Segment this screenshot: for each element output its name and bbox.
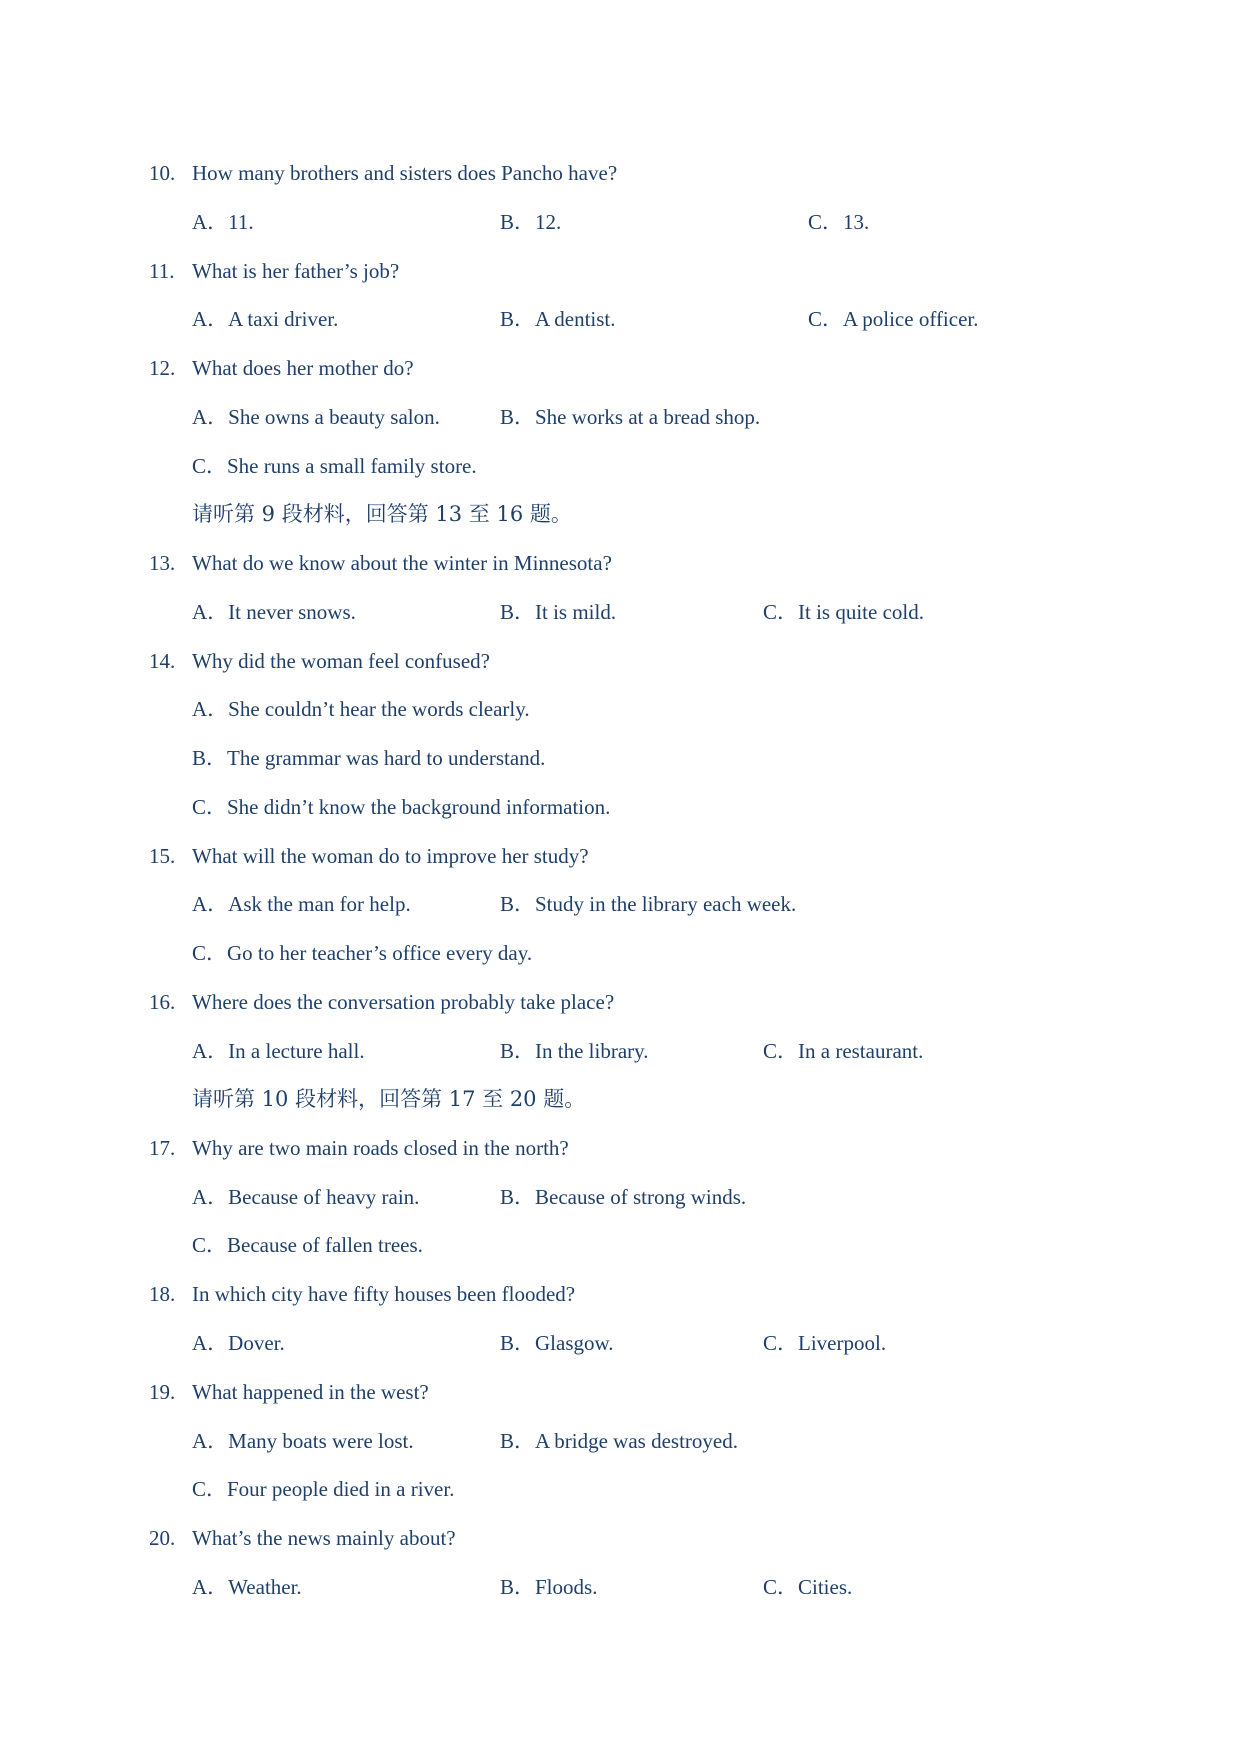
option-c: C．A police officer. xyxy=(808,307,979,331)
option-a: A．She couldn’t hear the words clearly. xyxy=(192,697,530,721)
option-a: A．Ask the man for help. xyxy=(192,892,411,916)
question-number: 10. xyxy=(149,161,176,185)
question-number: 11. xyxy=(149,259,175,283)
question-text: What’s the news mainly about? xyxy=(192,1526,456,1550)
option-b: B．Floods. xyxy=(500,1575,598,1599)
question-text: Why are two main roads closed in the north? xyxy=(192,1136,569,1160)
question-number: 16. xyxy=(149,990,176,1014)
option-c: C．She didn’t know the background information. xyxy=(192,795,611,819)
option-a: A．Dover. xyxy=(192,1331,285,1355)
option-c: C．13. xyxy=(808,210,870,234)
option-a: A．It never snows. xyxy=(192,600,356,624)
question-text: What will the woman do to improve her study? xyxy=(192,844,589,868)
question-text: What is her father’s job? xyxy=(192,259,400,283)
option-b: B．It is mild. xyxy=(500,600,617,624)
option-b: B．A bridge was destroyed. xyxy=(500,1429,738,1453)
question-number: 20. xyxy=(149,1526,176,1550)
option-c: C．In a restaurant. xyxy=(763,1039,924,1063)
option-c: C．It is quite cold. xyxy=(763,600,924,624)
option-a: A．11. xyxy=(192,210,254,234)
question-number: 17. xyxy=(149,1136,176,1160)
option-c: C．Cities. xyxy=(763,1575,853,1599)
section-9-instruction: 请听第 9 段材料，回答第 13 至 16 题。 xyxy=(192,502,572,526)
option-b: B．A dentist. xyxy=(500,307,616,331)
question-number: 12. xyxy=(149,356,176,380)
question-number: 15. xyxy=(149,844,176,868)
option-c: C．Go to her teacher’s office every day. xyxy=(192,941,533,965)
option-c: C．Because of fallen trees. xyxy=(192,1233,423,1257)
option-b: B．Because of strong winds. xyxy=(500,1185,747,1209)
option-b: B．In the library. xyxy=(500,1039,649,1063)
option-a: A．Many boats were lost. xyxy=(192,1429,414,1453)
option-b: B．12. xyxy=(500,210,562,234)
option-b: B．She works at a bread shop. xyxy=(500,405,761,429)
question-number: 18. xyxy=(149,1282,176,1306)
question-text: Where does the conversation probably take place? xyxy=(192,990,615,1014)
option-b: B．Study in the library each week. xyxy=(500,892,797,916)
option-a: A．She owns a beauty salon. xyxy=(192,405,440,429)
question-text: What do we know about the winter in Minnesota? xyxy=(192,551,612,575)
question-text: Why did the woman feel confused? xyxy=(192,649,490,673)
option-b: B．Glasgow. xyxy=(500,1331,614,1355)
option-c: C．She runs a small family store. xyxy=(192,454,477,478)
option-a: A．In a lecture hall. xyxy=(192,1039,365,1063)
option-a: A．A taxi driver. xyxy=(192,307,339,331)
option-b: B．The grammar was hard to understand. xyxy=(192,746,546,770)
option-c: C．Four people died in a river. xyxy=(192,1477,455,1501)
question-number: 19. xyxy=(149,1380,176,1404)
option-a: A．Weather. xyxy=(192,1575,302,1599)
question-text: In which city have fifty houses been flooded? xyxy=(192,1282,576,1306)
question-text: What happened in the west? xyxy=(192,1380,429,1404)
question-text: What does her mother do? xyxy=(192,356,414,380)
question-number: 13. xyxy=(149,551,176,575)
question-text: How many brothers and sisters does Pancho have? xyxy=(192,161,618,185)
option-a: A．Because of heavy rain. xyxy=(192,1185,420,1209)
option-c: C．Liverpool. xyxy=(763,1331,887,1355)
section-10-instruction: 请听第 10 段材料，回答第 17 至 20 题。 xyxy=(192,1087,586,1111)
question-number: 14. xyxy=(149,649,176,673)
